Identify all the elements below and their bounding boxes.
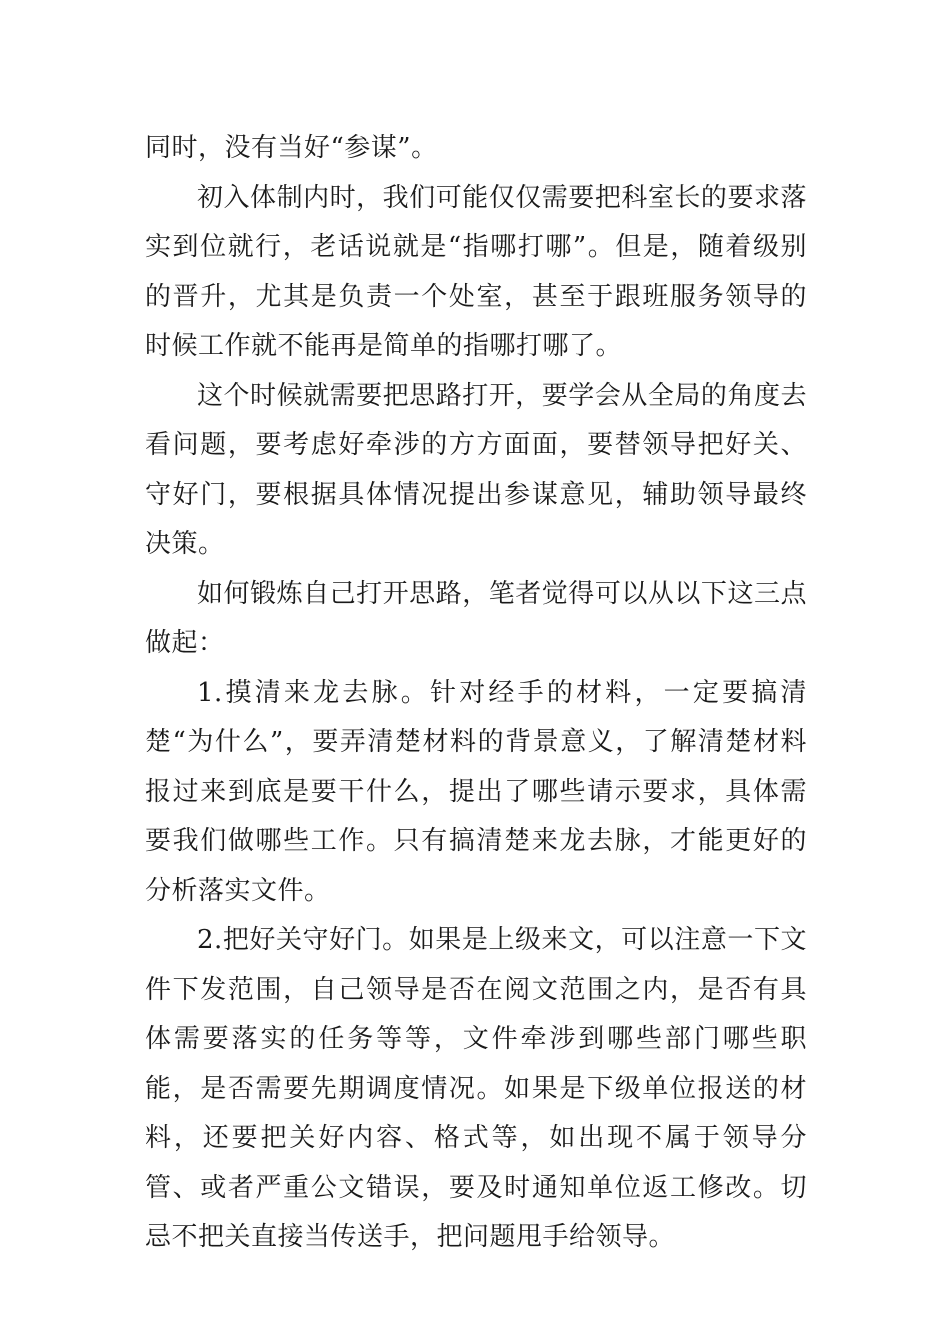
body-text bbox=[145, 124, 807, 1263]
paragraph-3: 这个时候就需要把思路打开，要学会从全局的角度去看问题，要考虑好牵涉的方方面面，要替领导把好关、守好门，要根据具体情况提出参谋意见，辅助领导最终决策。 bbox=[145, 380, 807, 559]
paragraph-1: 同时，没有当好“参谋”。 bbox=[145, 133, 438, 163]
paragraph-4: 如何锻炼自己打开思路，笔者觉得可以从以下这三点做起： bbox=[145, 578, 807, 658]
paragraph-2: 初入体制内时，我们可能仅仅需要把科室长的要求落实到位就行，老话说就是“指哪打哪”。但是，随着级别的晋升，尤其是负责一个处室，甚至于跟班服务领导的时候工作就不能再是简单的指哪打哪了。 bbox=[145, 182, 807, 361]
paragraph-6: 2.把好关守好门。如果是上级来文，可以注意一下文件下发范围，自己领导是否在阅文范围之内，是否有具体需要落实的任务等等，文件牵涉到哪些部门哪些职能，是否需要先期调度情况。如果是下级单位报送的材料，还要把关好内容、格式等，如出现不属于领导分管、或者严重公文错误，要及时通知单位返工修改。切忌不把关直接当传送手，把问题甩手给领导。 bbox=[145, 925, 807, 1252]
paragraph-5: 1.摸清来龙去脉。针对经手的材料，一定要搞清楚“为什么”，要弄清楚材料的背景意义，了解清楚材料报过来到底是要干什么，提出了哪些请示要求，具体需要我们做哪些工作。只有搞清楚来龙去脉，才能更好的分析落实文件。 bbox=[145, 677, 807, 906]
